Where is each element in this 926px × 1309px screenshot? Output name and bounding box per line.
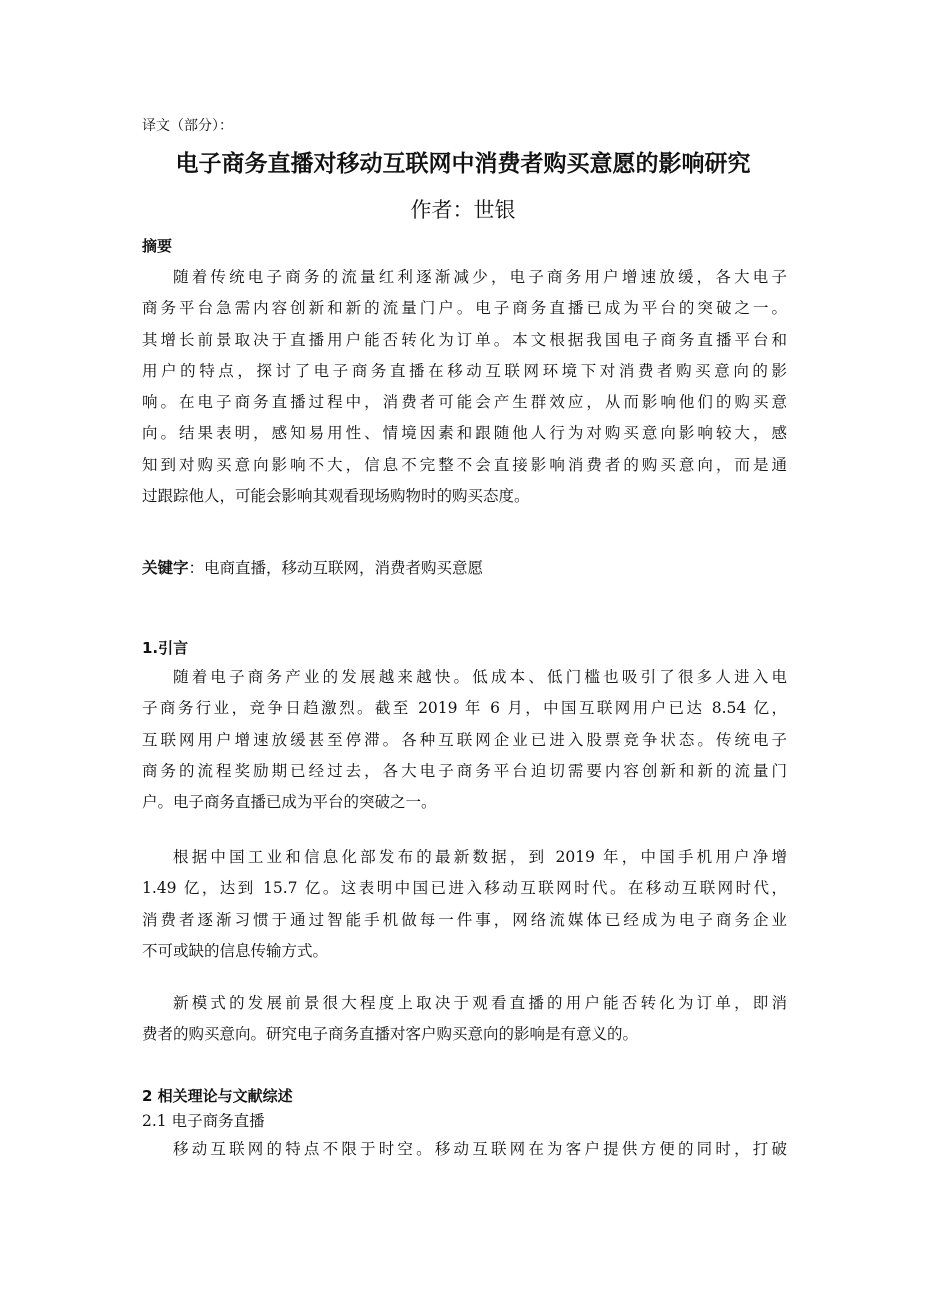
translation-label: 译文（部分）：	[142, 118, 233, 134]
paragraph-line: 互联网用户增速放缓甚至停滞。各种互联网企业已进入股票竞争状态。传统电子	[142, 730, 787, 749]
paragraph-line: 移动互联网的特点不限于时空。移动互联网在为客户提供方便的同时，打破	[173, 1140, 787, 1158]
keywords-separator: ：	[188, 559, 205, 577]
paragraph-line: 新模式的发展前景很大程度上取决于观看直播的用户能否转化为订单，即消	[173, 994, 787, 1012]
abstract-heading: 摘要	[142, 237, 173, 255]
section-1-paragraph-2	[142, 842, 787, 967]
author-line: 作者：世银	[410, 198, 516, 222]
keywords-label: 关键字	[142, 559, 189, 577]
paragraph-line: 费者的购买意向。研究电子商务直播对客户购买意向的影响是有意义的。	[142, 1025, 639, 1044]
paragraph-line: 根据中国工业和信息化部发布的最新数据，到 2019 年，中国手机用户净增	[173, 848, 787, 866]
abstract-line: 其增长前景取决于直播用户能否转化为订单。本文根据我国电子商务直播平台和	[142, 330, 787, 349]
abstract-line: 商务平台急需内容创新和新的流量门户。电子商务直播已成为平台的突破之一。	[142, 299, 787, 318]
paragraph-line: 不可或缺的信息传输方式。	[142, 941, 329, 960]
paragraph-line: 1.49 亿，达到 15.7 亿。这表明中国已进入移动互联网时代。在移动互联网时代，	[142, 879, 787, 898]
section-1-paragraph-3	[142, 988, 787, 1051]
abstract-line: 向。结果表明，感知易用性、情境因素和跟随他人行为对购买意向影响较大，感	[142, 424, 787, 443]
paragraph-line: 随着电子商务产业的发展越来越快。低成本、低门槛也吸引了很多人进入电	[173, 668, 787, 686]
section-1-heading: 1.引言	[142, 639, 189, 657]
section-2-heading: 2 相关理论与文献综述	[142, 1087, 293, 1105]
paragraph-line: 子商务行业，竞争日趋激烈。截至 2019 年 6 月，中国互联网用户已达 8.54 亿，	[142, 699, 787, 718]
paragraph-line: 商务的流程奖励期已经过去，各大电子商务平台迫切需要内容创新和新的流量门	[142, 761, 787, 780]
abstract-line: 随着传统电子商务的流量红利逐渐减少，电子商务用户增速放缓，各大电子	[173, 268, 787, 286]
abstract-paragraph	[142, 262, 787, 512]
section-2-1-heading: 2.1 电子商务直播	[142, 1112, 265, 1130]
keywords-line	[142, 556, 787, 580]
paper-title: 电子商务直播对移动互联网中消费者购买意愿的影响研究	[175, 151, 751, 177]
abstract-line: 用户的特点，探讨了电子商务直播在移动互联网环境下对消费者购买意向的影	[142, 361, 787, 380]
abstract-line: 知到对购买意向影响不大，信息不完整不会直接影响消费者的购买意向，而是通	[142, 455, 787, 474]
abstract-line: 过跟踪他人，可能会影响其观看现场购物时的购买态度。	[142, 487, 530, 506]
keywords-text: 电商直播，移动互联网，消费者购买意愿	[204, 559, 484, 577]
paragraph-line: 消费者逐渐习惯于通过智能手机做每一件事，网络流媒体已经成为电子商务企业	[142, 910, 787, 929]
section-2-1-paragraph	[142, 1134, 787, 1165]
section-1-paragraph-1	[142, 662, 787, 818]
abstract-line: 响。在电子商务直播过程中，消费者可能会产生群效应，从而影响他们的购买意	[142, 393, 787, 412]
paragraph-line: 户。电子商务直播已成为平台的突破之一。	[142, 793, 437, 812]
